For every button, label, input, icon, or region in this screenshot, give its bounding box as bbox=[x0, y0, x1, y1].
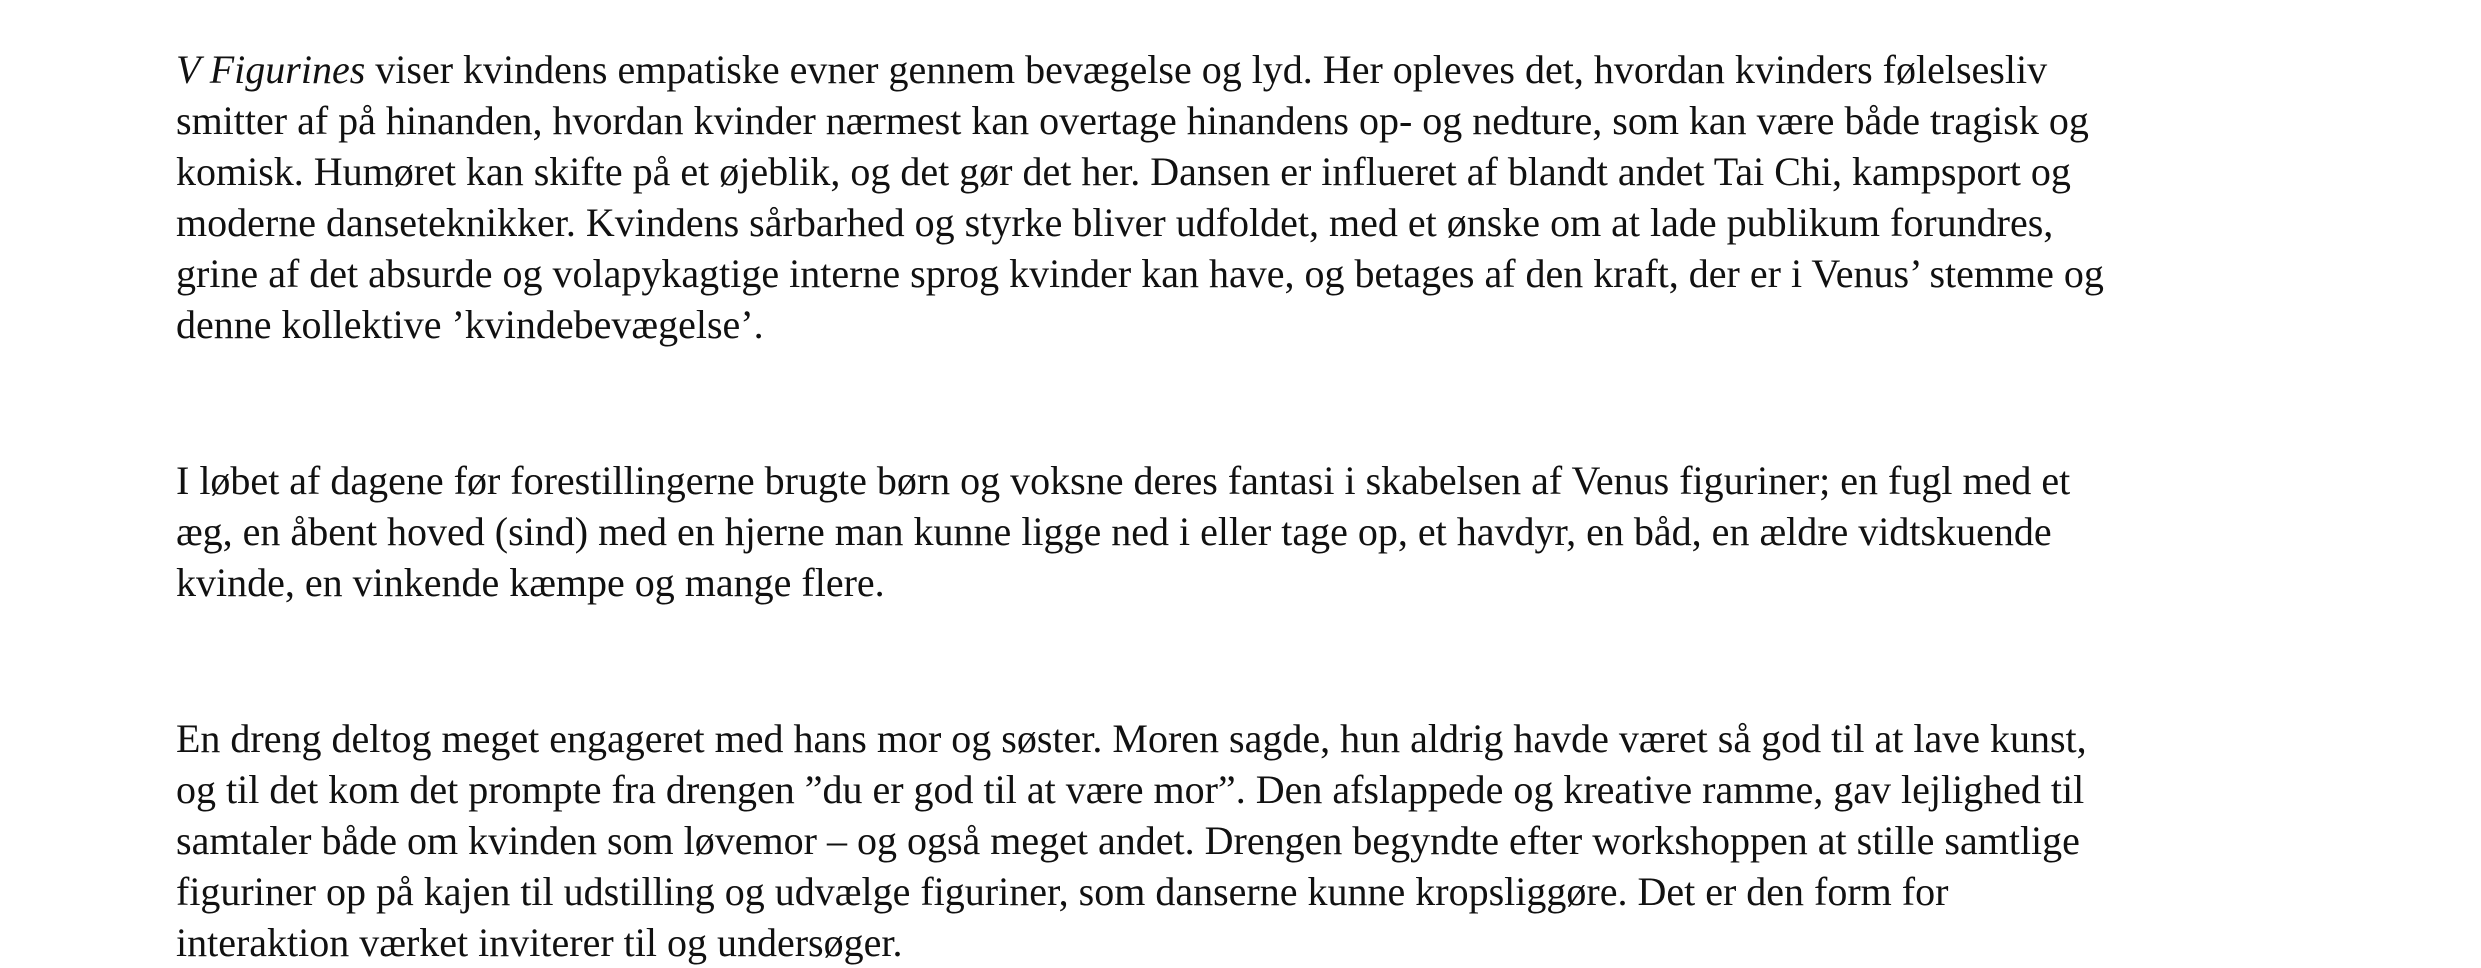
text-line: kvinde, en vinkende kæmpe og mange flere. bbox=[176, 560, 885, 605]
text-run: viser kvindens empatiske evner gennem bevægelse og lyd. Her opleves det, hvordan kvinders følelsesliv bbox=[365, 47, 2048, 92]
text-line bbox=[176, 44, 2336, 95]
text-line: smitter af på hinanden, hvordan kvinder nærmest kan overtage hinandens op- og nedture, som kan være både tragisk og bbox=[176, 98, 2089, 143]
document-body bbox=[176, 44, 2336, 968]
text-line: og til det kom det prompte fra drengen ”du er god til at være mor”. Den afslappede og kreative ramme, gav lejlighed til bbox=[176, 767, 2085, 812]
work-title: V Figurines bbox=[176, 47, 366, 92]
text-line: grine af det absurde og volapykagtige interne sprog kvinder kan have, og betages af den kraft, der er i Venus’ stemme og bbox=[176, 251, 2104, 296]
text-line: moderne danseteknikker. Kvindens sårbarhed og styrke bliver udfoldet, med et ønske om at lade publikum forundres, bbox=[176, 200, 2054, 245]
paragraph-3 bbox=[176, 713, 2336, 968]
text-line: En dreng deltog meget engageret med hans mor og søster. Moren sagde, hun aldrig havde været så god til at lave kunst, bbox=[176, 716, 2087, 761]
paragraph-2 bbox=[176, 455, 2336, 608]
text-line: denne kollektive ’kvindebevægelse’. bbox=[176, 302, 764, 347]
text-line: samtaler både om kvinden som løvemor – og også meget andet. Drengen begyndte efter workshoppen at stille samtlige bbox=[176, 818, 2080, 863]
text-line: æg, en åbent hoved (sind) med en hjerne man kunne ligge ned i eller tage op, et havdyr, en båd, en ældre vidtskuende bbox=[176, 509, 2052, 554]
paragraph-1 bbox=[176, 44, 2336, 350]
text-line: interaktion værket inviterer til og undersøger. bbox=[176, 920, 903, 965]
text-line: I løbet af dagene før forestillingerne brugte børn og voksne deres fantasi i skabelsen af Venus figuriner; en fugl med et bbox=[176, 458, 2071, 503]
text-line: komisk. Humøret kan skifte på et øjeblik, og det gør det her. Dansen er influeret af blandt andet Tai Chi, kampsport og bbox=[176, 149, 2071, 194]
text-line: figuriner op på kajen til udstilling og udvælge figuriner, som danserne kunne kropsliggøre. Det er den form for bbox=[176, 869, 1949, 914]
